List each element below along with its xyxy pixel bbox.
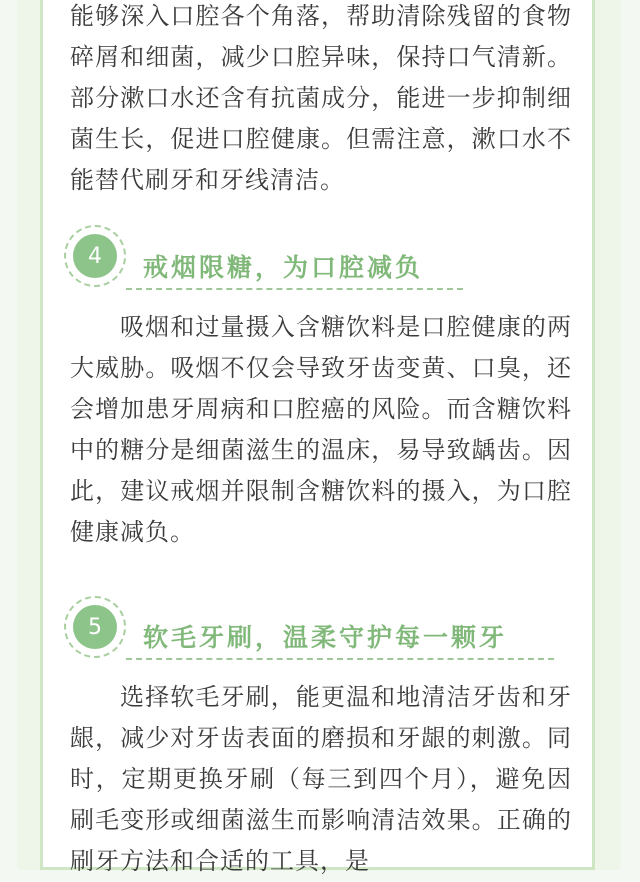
intro-paragraph-tail: 能够深入口腔各个角落，帮助清除残留的食物碎屑和细菌，减少口腔异味，保持口气清新。部分漱口水还含有抗菌成分，能进一步抑制细菌生长，促进口腔健康。但需注意，漱口水不能替代刷牙和牙线清洁。: [70, 2, 572, 194]
section-5-number-badge: [64, 596, 126, 658]
section-5-title: 软毛牙刷，温柔守护每一颗牙: [143, 623, 508, 652]
section-4-number-badge: [64, 225, 126, 287]
section-4-number: 4: [73, 234, 117, 278]
section-4-title: 戒烟限糖，为口腔减负: [143, 253, 424, 282]
section-4-title-underline: [126, 288, 463, 290]
section-4-body: 吸烟和过量摄入含糖饮料是口腔健康的两大威胁。吸烟不仅会导致牙齿变黄、口臭，还会增加患牙周病和口腔癌的风险。而含糖饮料中的糖分是细菌滋生的温床，易导致龋齿。因此，建议戒烟并限制含糖饮料的摄入，为口腔健康减负。: [70, 313, 572, 546]
section-5-number: 5: [73, 605, 117, 649]
section-5-title-underline: [126, 658, 554, 660]
section-5-body: 选择软毛牙刷，能更温和地清洁牙齿和牙龈，减少对牙齿表面的磨损和牙龈的刺激。同时，定期更换牙刷（每三到四个月），避免因刷毛变形或细菌滋生而影响清洁效果。正确的刷牙方法和合适的工具，是: [70, 683, 572, 875]
